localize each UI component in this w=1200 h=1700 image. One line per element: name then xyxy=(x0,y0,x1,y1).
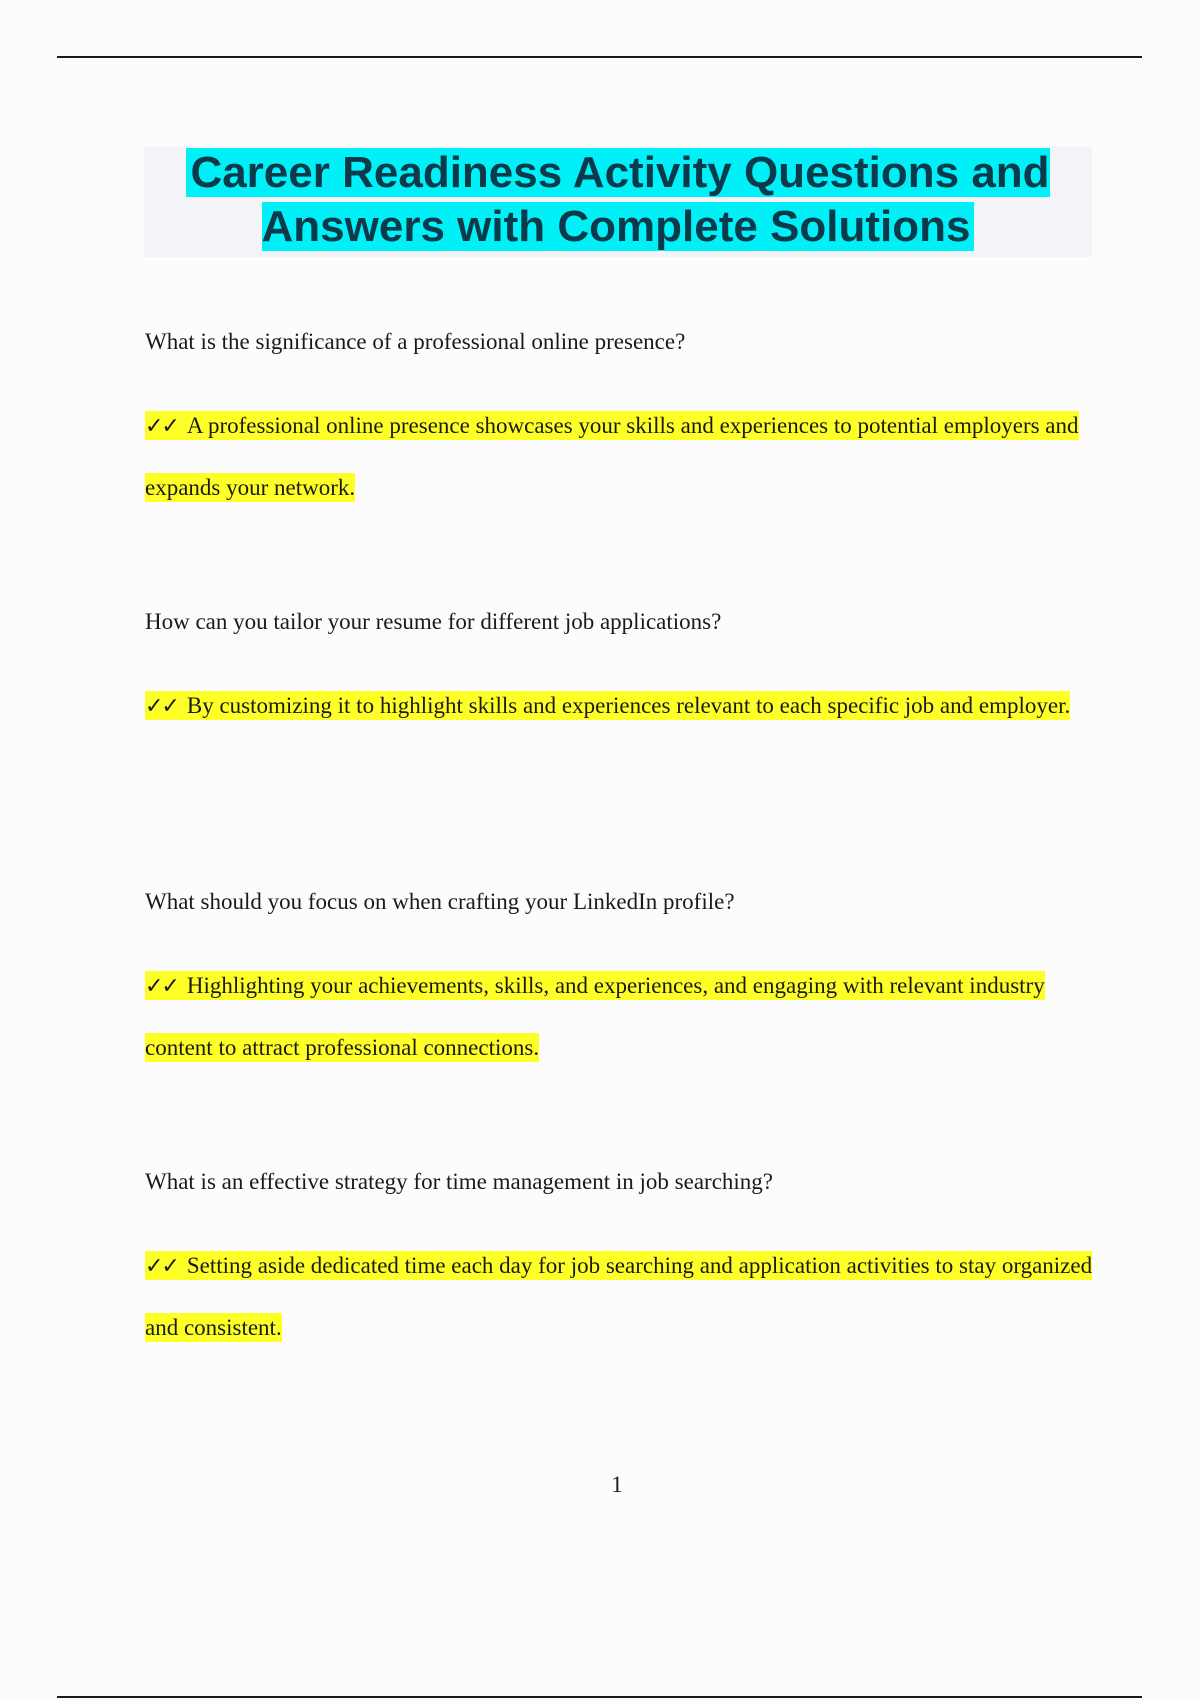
page-number: 1 xyxy=(611,1472,623,1497)
answer-text: By customizing it to highlight skills and experiences relevant to each specific job and employer. xyxy=(186,693,1071,718)
question-text: What is the significance of a professional online presence? xyxy=(145,329,686,354)
question-text: What is an effective strategy for time management in job searching? xyxy=(145,1169,773,1194)
qa-item xyxy=(145,1167,1095,1358)
question-text: How can you tailor your resume for different job applications? xyxy=(145,609,722,634)
answer-paragraph xyxy=(145,1235,1095,1358)
footer-rule xyxy=(57,1696,1142,1698)
answer-highlight xyxy=(145,1251,1092,1342)
qa-item xyxy=(145,887,1095,1078)
answer-text: A professional online presence showcases your skills and experiences to potential employers and expands your network. xyxy=(145,413,1079,500)
answer-highlight xyxy=(145,971,1045,1062)
answer-highlight xyxy=(145,411,1079,502)
answer-paragraph xyxy=(145,395,1095,518)
answer-paragraph xyxy=(145,675,1095,737)
answer-paragraph xyxy=(145,955,1095,1078)
check-mark-icon: ✓✓ xyxy=(145,974,178,999)
title-block xyxy=(144,146,1092,257)
qa-item xyxy=(145,607,1095,737)
check-mark-icon: ✓✓ xyxy=(145,1254,178,1279)
header-rule xyxy=(57,56,1142,58)
question-text: What should you focus on when crafting your LinkedIn profile? xyxy=(145,889,735,914)
answer-highlight xyxy=(145,691,1070,720)
check-mark-icon: ✓✓ xyxy=(145,694,178,719)
qa-item xyxy=(145,327,1095,518)
answer-text: Setting aside dedicated time each day for job searching and application activities to stay organized and consistent. xyxy=(145,1253,1093,1340)
document-title: Career Readiness Activity Questions and Answers with Complete Solutions xyxy=(186,148,1049,251)
answer-text: Highlighting your achievements, skills, and experiences, and engaging with relevant industry content to attract professional connections. xyxy=(145,973,1045,1060)
check-mark-icon: ✓✓ xyxy=(145,414,178,439)
